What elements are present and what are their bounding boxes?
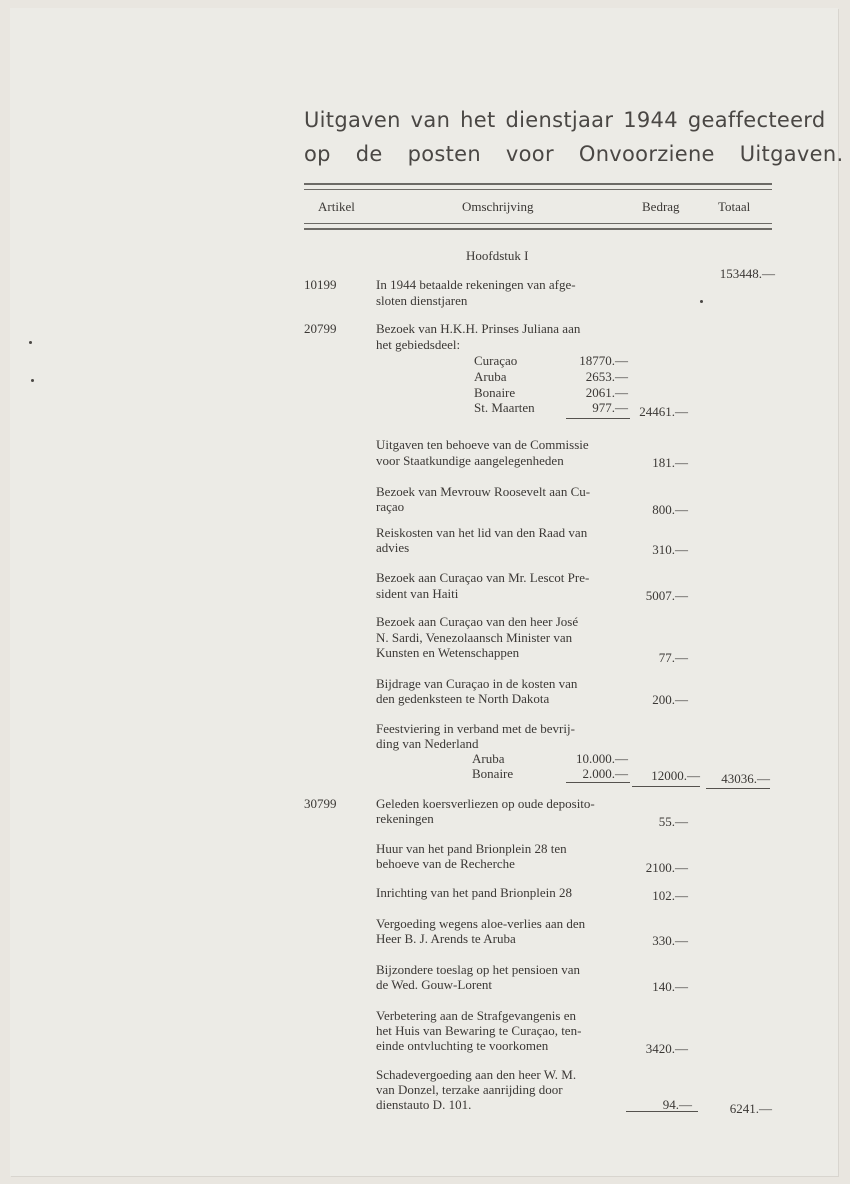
entry-line: Schadevergoeding aan den heer W. M.	[376, 1067, 577, 1082]
entry-amount: 140.—	[652, 979, 688, 994]
entry-amount: 24461.—	[639, 404, 688, 419]
entry-amount: 5007.—	[645, 588, 688, 603]
entry-line: Bijzondere toeslag op het pensioen van	[376, 962, 580, 977]
column-header-artikel: Artikel	[318, 199, 355, 214]
title-line-1: Uitgaven van het dienstjaar 1944 geaffecteerd	[304, 108, 826, 132]
article-number: 10199	[304, 277, 337, 292]
entry-line: Bezoek aan Curaçao van den heer José	[376, 614, 579, 629]
entry-amount: 94.—	[662, 1097, 692, 1112]
article-number: 30799	[304, 796, 337, 811]
entry-line: Kunsten en Wetenschappen	[376, 645, 520, 660]
entry-line: den gedenksteen te North Dakota	[376, 691, 550, 706]
part-name: Aruba	[474, 369, 507, 384]
entry-line: raçao	[376, 499, 405, 514]
chapter-heading: Hoofdstuk I	[466, 248, 529, 263]
entry-line: N. Sardi, Venezolaansch Minister van	[376, 630, 573, 645]
entry-line: voor Staatkundige aangelegenheden	[376, 453, 564, 468]
entry-line: einde ontvluchting te voorkomen	[376, 1038, 549, 1053]
header-rule-bottom	[304, 223, 772, 230]
entry-amount: 12000.—	[651, 768, 700, 783]
entry-line: advies	[376, 540, 410, 555]
column-header-omschrijving: Omschrijving	[462, 199, 534, 214]
part-amount: 2061.—	[585, 385, 628, 400]
ink-speck	[29, 341, 32, 344]
entry-line: het Huis van Bewaring te Curaçao, ten-	[376, 1023, 582, 1038]
entry-amount: 200.—	[652, 692, 688, 707]
title-line-2: op de posten voor Onvoorziene Uitgaven.	[304, 142, 844, 166]
page-title	[304, 108, 844, 176]
entry-line: sloten dienstjaren	[376, 293, 468, 308]
entry-line: het gebiedsdeel:	[376, 337, 461, 352]
entry-line: Inrichting van het pand Brionplein 28	[376, 885, 573, 900]
sum-underline	[632, 786, 700, 787]
entry-line: behoeve van de Recherche	[376, 856, 515, 871]
entry-amount: 3420.—	[645, 1041, 688, 1056]
part-name: Bonaire	[472, 766, 514, 781]
article-number: 20799	[304, 321, 337, 336]
entry-amount: 330.—	[652, 933, 688, 948]
entry-line: Bezoek van Mevrouw Roosevelt aan Cu-	[376, 484, 591, 499]
entry-line: de Wed. Gouw-Lorent	[376, 977, 493, 992]
entry-amount: 102.—	[652, 888, 688, 903]
part-amount: 10.000.—	[576, 751, 628, 766]
sum-underline	[566, 782, 630, 783]
entry-line: Geleden koersverliezen op oude deposito-	[376, 796, 595, 811]
entry-amount: 310.—	[652, 542, 688, 557]
entry-line: Bezoek van H.K.H. Prinses Juliana aan	[376, 321, 581, 336]
entry-line: Huur van het pand Brionplein 28 ten	[376, 841, 567, 856]
entry-line: van Donzel, terzake aanrijding door	[376, 1082, 563, 1097]
sum-underline	[566, 418, 630, 419]
part-amount: 2653.—	[585, 369, 628, 384]
ink-speck	[31, 379, 34, 382]
entry-amount: 2100.—	[645, 860, 688, 875]
sum-underline	[626, 1111, 698, 1112]
part-name: St. Maarten	[474, 400, 535, 415]
part-name: Bonaire	[474, 385, 516, 400]
article-total: 43036.—	[721, 771, 770, 786]
ink-speck	[700, 300, 703, 303]
part-name: Aruba	[472, 751, 505, 766]
entry-line: Reiskosten van het lid van den Raad van	[376, 525, 588, 540]
entry-line: Vergoeding wegens aloe-verlies aan den	[376, 916, 586, 931]
entry-line: Feestviering in verband met de bevrij-	[376, 721, 575, 736]
entry-line: Verbetering aan de Strafgevangenis en	[376, 1008, 576, 1023]
article-total: 6241.—	[729, 1101, 772, 1116]
header-rule-top	[304, 183, 772, 190]
entry-amount: 800.—	[652, 502, 688, 517]
entry-line: dienstauto D. 101.	[376, 1097, 472, 1112]
entry-line: ding van Nederland	[376, 736, 479, 751]
part-amount: 2.000.—	[582, 766, 628, 781]
sum-underline	[706, 788, 770, 789]
entry-line: Uitgaven ten behoeve van de Commissie	[376, 437, 589, 452]
column-header-totaal: Totaal	[718, 199, 751, 214]
entry-amount: 181.—	[652, 455, 688, 470]
article-total: 153448.—	[719, 266, 775, 281]
part-amount: 18770.—	[579, 353, 628, 368]
entry-line: In 1944 betaalde rekeningen van afge-	[376, 277, 576, 292]
part-name: Curaçao	[474, 353, 518, 368]
entry-line: Bijdrage van Curaçao in de kosten van	[376, 676, 578, 691]
entry-line: Bezoek aan Curaçao van Mr. Lescot Pre-	[376, 570, 590, 585]
entry-amount: 55.—	[658, 814, 688, 829]
entry-line: Heer B. J. Arends te Aruba	[376, 931, 516, 946]
column-header-bedrag: Bedrag	[642, 199, 680, 214]
entry-line: rekeningen	[376, 811, 434, 826]
entry-amount: 77.—	[658, 650, 688, 665]
entry-line: sident van Haiti	[376, 586, 459, 601]
part-amount: 977.—	[592, 400, 628, 415]
